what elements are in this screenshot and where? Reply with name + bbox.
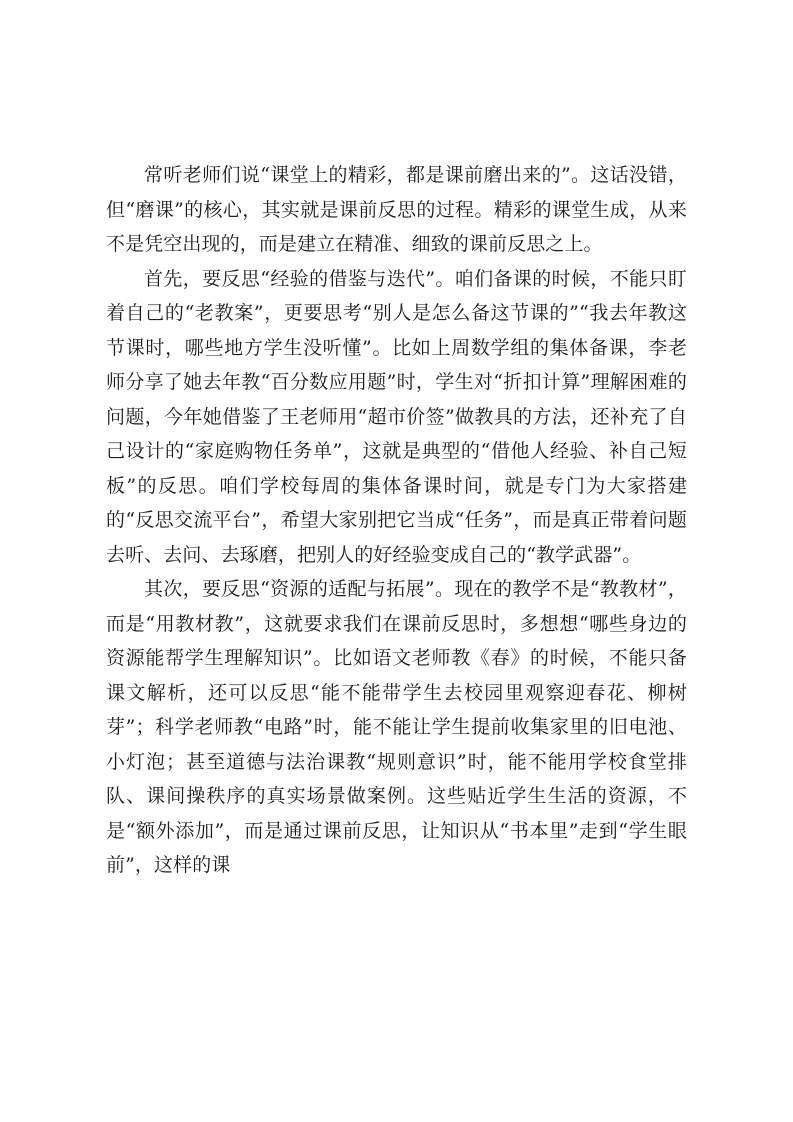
document-body	[106, 158, 687, 883]
paragraph-intro: 常听老师们说“课堂上的精彩，都是课前磨出来的”。这话没错，但“磨课”的核心，其实就是课前反思的过程。精彩的课堂生成，从来不是凭空出现的，而是建立在精准、细致的课前反思之上。	[106, 164, 687, 255]
paragraph-experience: 首先，要反思“经验的借鉴与迭代”。咱们备课的时候，不能只盯着自己的“老教案”，更要思考“别人是怎么备这节课的”“我去年教这节课时，哪些地方学生没听懂”。比如上周数学组的集体备课，李老师分享了她去年教“百分数应用题”时，学生对“折扣计算”理解困难的问题，今年她借鉴了王老师用“超市价签”做教具的方法，还补充了自己设计的“家庭购物任务单”，这就是典型的“借他人经验、补自己短板”的反思。咱们学校每周的集体备课时间，就是专门为大家搭建的“反思交流平台”，希望大家别把它当成“任务”，而是真正带着问题去听、去问、去琢磨，把别人的好经验变成自己的“教学武器”。	[106, 267, 687, 566]
paragraph-resources: 其次，要反思“资源的适配与拓展”。现在的教学不是“教教材”，而是“用教材教”，这就要求我们在课前反思时，多想想“哪些身边的资源能帮学生理解知识”。比如语文老师教《春》的时候，不能只备课文解析，还可以反思“能不能带学生去校园里观察迎春花、柳树芽”；科学老师教“电路”时，能不能让学生提前收集家里的旧电池、小灯泡；甚至道德与法治课教“规则意识”时，能不能用学校食堂排队、课间操秩序的真实场景做案例。这些贴近学生生活的资源，不是“额外添加”，而是通过课前反思，让知识从“书本里”走到“学生眼前”，这样的课	[106, 578, 687, 876]
